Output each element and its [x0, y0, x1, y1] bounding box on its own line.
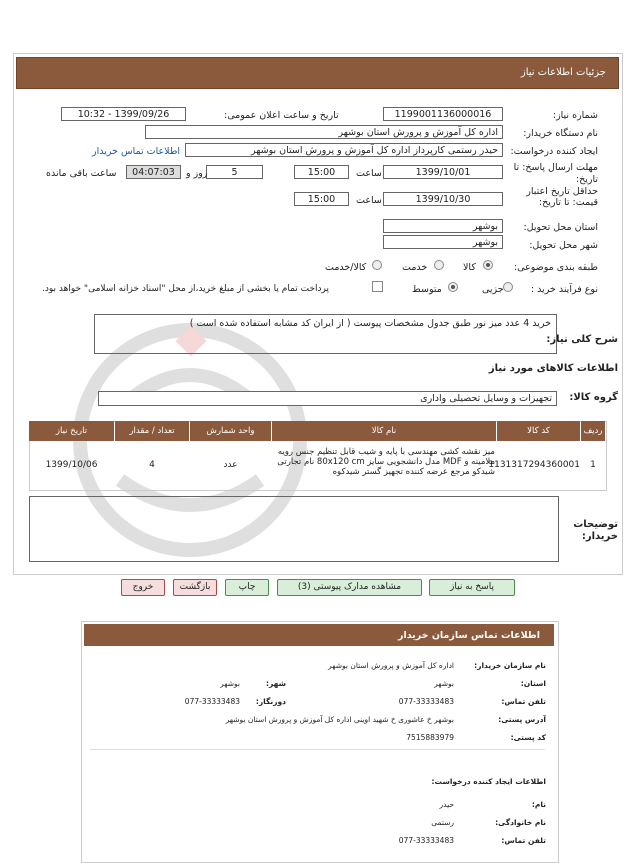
contact-fax: 077-33333483 — [184, 697, 240, 706]
row-date: 1399/10/06 — [45, 460, 98, 470]
back-button[interactable]: بازگشت — [173, 579, 217, 596]
reply-button[interactable]: پاسخ به نیاز — [429, 579, 515, 596]
col-unit: واحد شمارش — [190, 421, 271, 441]
col-index: ردیف — [581, 421, 605, 441]
category-label: طبقه بندی موضوعی: — [513, 262, 598, 273]
contact-postal: 7515883979 — [406, 733, 454, 742]
days-and-label: روز و — [186, 168, 208, 179]
col-qty: تعداد / مقدار — [115, 421, 189, 441]
description-box — [94, 314, 557, 354]
creator-phone: 077-33333483 — [398, 836, 454, 845]
category-service-label: خدمت — [402, 262, 428, 273]
buyer-org-label: نام دستگاه خریدار: — [523, 128, 598, 139]
notes-label-2: خریدار: — [581, 531, 618, 542]
validity-label-1: حداقل تاریخ اعتبار — [526, 186, 598, 197]
goods-group-label: گروه کالا: — [569, 392, 618, 403]
process-medium-label: متوسط — [412, 284, 442, 295]
creator-field: حیدر رستمی کارپرداز اداره کل آموزش و پرورش استان بوشهر — [185, 143, 503, 157]
contact-org: اداره کل آموزش و پرورش استان بوشهر — [328, 661, 454, 670]
contact-address-label: آدرس پستی: — [498, 715, 546, 724]
deadline-time-label: ساعت — [356, 168, 382, 179]
remaining-time-field: 04:07:03 — [126, 165, 181, 179]
goods-group-field: تجهیزات و وسایل تحصیلی واداری — [98, 391, 557, 406]
payment-note: پرداخت تمام یا بخشی از مبلغ خرید،از محل "اسناد خزانه اسلامی" خواهد بود. — [42, 284, 330, 294]
print-button[interactable]: چاپ — [225, 579, 269, 596]
deadline-date-field: 1399/10/01 — [383, 165, 503, 179]
creator-info-title: اطلاعات ایجاد کننده درخواست: — [431, 777, 546, 786]
remaining-label: ساعت باقی مانده — [46, 168, 117, 179]
contact-address: بوشهر خ عاشوری خ شهید اوینی اداره کل آموزش و پرورش استان بوشهر — [225, 715, 454, 724]
contact-phone-label: تلفن تماس: — [501, 697, 546, 706]
validity-time-field: 15:00 — [294, 192, 349, 206]
attachments-button[interactable]: مشاهده مدارک پیوستی (3) — [277, 579, 422, 596]
contact-fax-label: دورنگار: — [255, 697, 286, 706]
exit-button[interactable]: خروج — [121, 579, 165, 596]
row-code: 1131317294360001 — [488, 460, 580, 470]
page-title: جزئیات اطلاعات نیاز — [520, 67, 606, 78]
buyer-contact-link[interactable]: اطلاعات تماس خریدار — [92, 146, 181, 157]
process-partial-radio[interactable] — [503, 282, 513, 292]
process-label: نوع فرآیند خرید : — [530, 284, 598, 295]
deadline-time-field: 15:00 — [294, 165, 349, 179]
col-date: تاریخ نیاز — [29, 421, 114, 441]
city-label: شهر محل تحویل: — [529, 240, 598, 251]
description-label: شرح کلی نیاز: — [546, 334, 618, 345]
col-code: کد کالا — [497, 421, 580, 441]
deadline-label: مهلت ارسال پاسخ: تا — [513, 162, 598, 173]
contact-province: بوشهر — [434, 679, 454, 688]
creator-label: ایجاد کننده درخواست: — [510, 146, 598, 157]
announce-label: تاریخ و ساعت اعلان عمومی: — [224, 110, 339, 121]
notes-label-1: توضیحات — [573, 519, 618, 530]
deadline-label-2: تاریخ: — [575, 174, 598, 185]
category-goods-service-radio[interactable] — [372, 260, 382, 270]
contact-postal-label: کد پستی: — [510, 733, 546, 742]
city-field: بوشهر — [383, 235, 503, 249]
need-number-label: شماره نیاز: — [552, 110, 598, 121]
page-header — [16, 57, 619, 89]
creator-family: رستمی — [431, 818, 454, 827]
contact-card — [81, 621, 559, 863]
contact-divider — [90, 749, 545, 750]
table-row — [29, 443, 605, 489]
creator-phone-label: تلفن تماس: — [501, 836, 546, 845]
category-service-radio[interactable] — [434, 260, 444, 270]
validity-label-2: قیمت: تا تاریخ: — [538, 197, 598, 208]
province-field: بوشهر — [383, 219, 503, 233]
description-text: خرید 4 عدد میز نور طبق جدول مشخصات پیوست ( از ایران کد مشابه استفاده شده است ) — [189, 318, 551, 329]
category-goods-radio[interactable] — [483, 260, 493, 270]
row-unit: عدد — [223, 460, 238, 470]
contact-card-header — [84, 624, 554, 646]
validity-time-label: ساعت — [356, 195, 382, 206]
contact-phone: 077-33333483 — [398, 697, 454, 706]
contact-org-label: نام سازمان خریدار: — [474, 661, 546, 670]
col-name: نام کالا — [272, 421, 496, 441]
need-number-field: 1199001136000016 — [383, 107, 503, 121]
creator-name: حیدر — [439, 800, 454, 809]
row-index: 1 — [590, 460, 596, 470]
process-partial-label: جزیی — [482, 284, 504, 295]
announce-datetime-field: 1399/09/26 - 10:32 — [61, 107, 186, 121]
category-goods-label: کالا — [463, 262, 476, 273]
goods-section-title: اطلاعات کالاهای مورد نیاز — [488, 363, 618, 374]
creator-name-label: نام: — [531, 800, 546, 809]
province-label: استان محل تحویل: — [523, 222, 598, 233]
contact-card-title: اطلاعات تماس سازمان خریدار — [397, 630, 540, 641]
validity-date-field: 1399/10/30 — [383, 192, 503, 206]
treasury-checkbox[interactable] — [372, 281, 383, 292]
contact-city: بوشهر — [220, 679, 240, 688]
row-name: میز نقشه کشی مهندسی با پایه و شیب قابل تنظیم جنس رویه ملامینه و MDF مدل دانشجویی سایز 80x120 cm نام تجارتی شیدکو مرجع عرضه کننده تجهیز گستر شیدکوه — [277, 447, 495, 477]
contact-province-label: استان: — [520, 679, 546, 688]
buyer-org-field: اداره کل آموزش و پرورش استان بوشهر — [145, 125, 503, 139]
category-goods-service-label: کالا/خدمت — [325, 262, 367, 273]
row-qty: 4 — [149, 460, 155, 470]
days-field: 5 — [206, 165, 263, 179]
process-medium-radio[interactable] — [448, 282, 458, 292]
contact-city-label: شهر: — [266, 679, 286, 688]
notes-box — [29, 496, 559, 562]
creator-family-label: نام خانوادگی: — [495, 818, 546, 827]
